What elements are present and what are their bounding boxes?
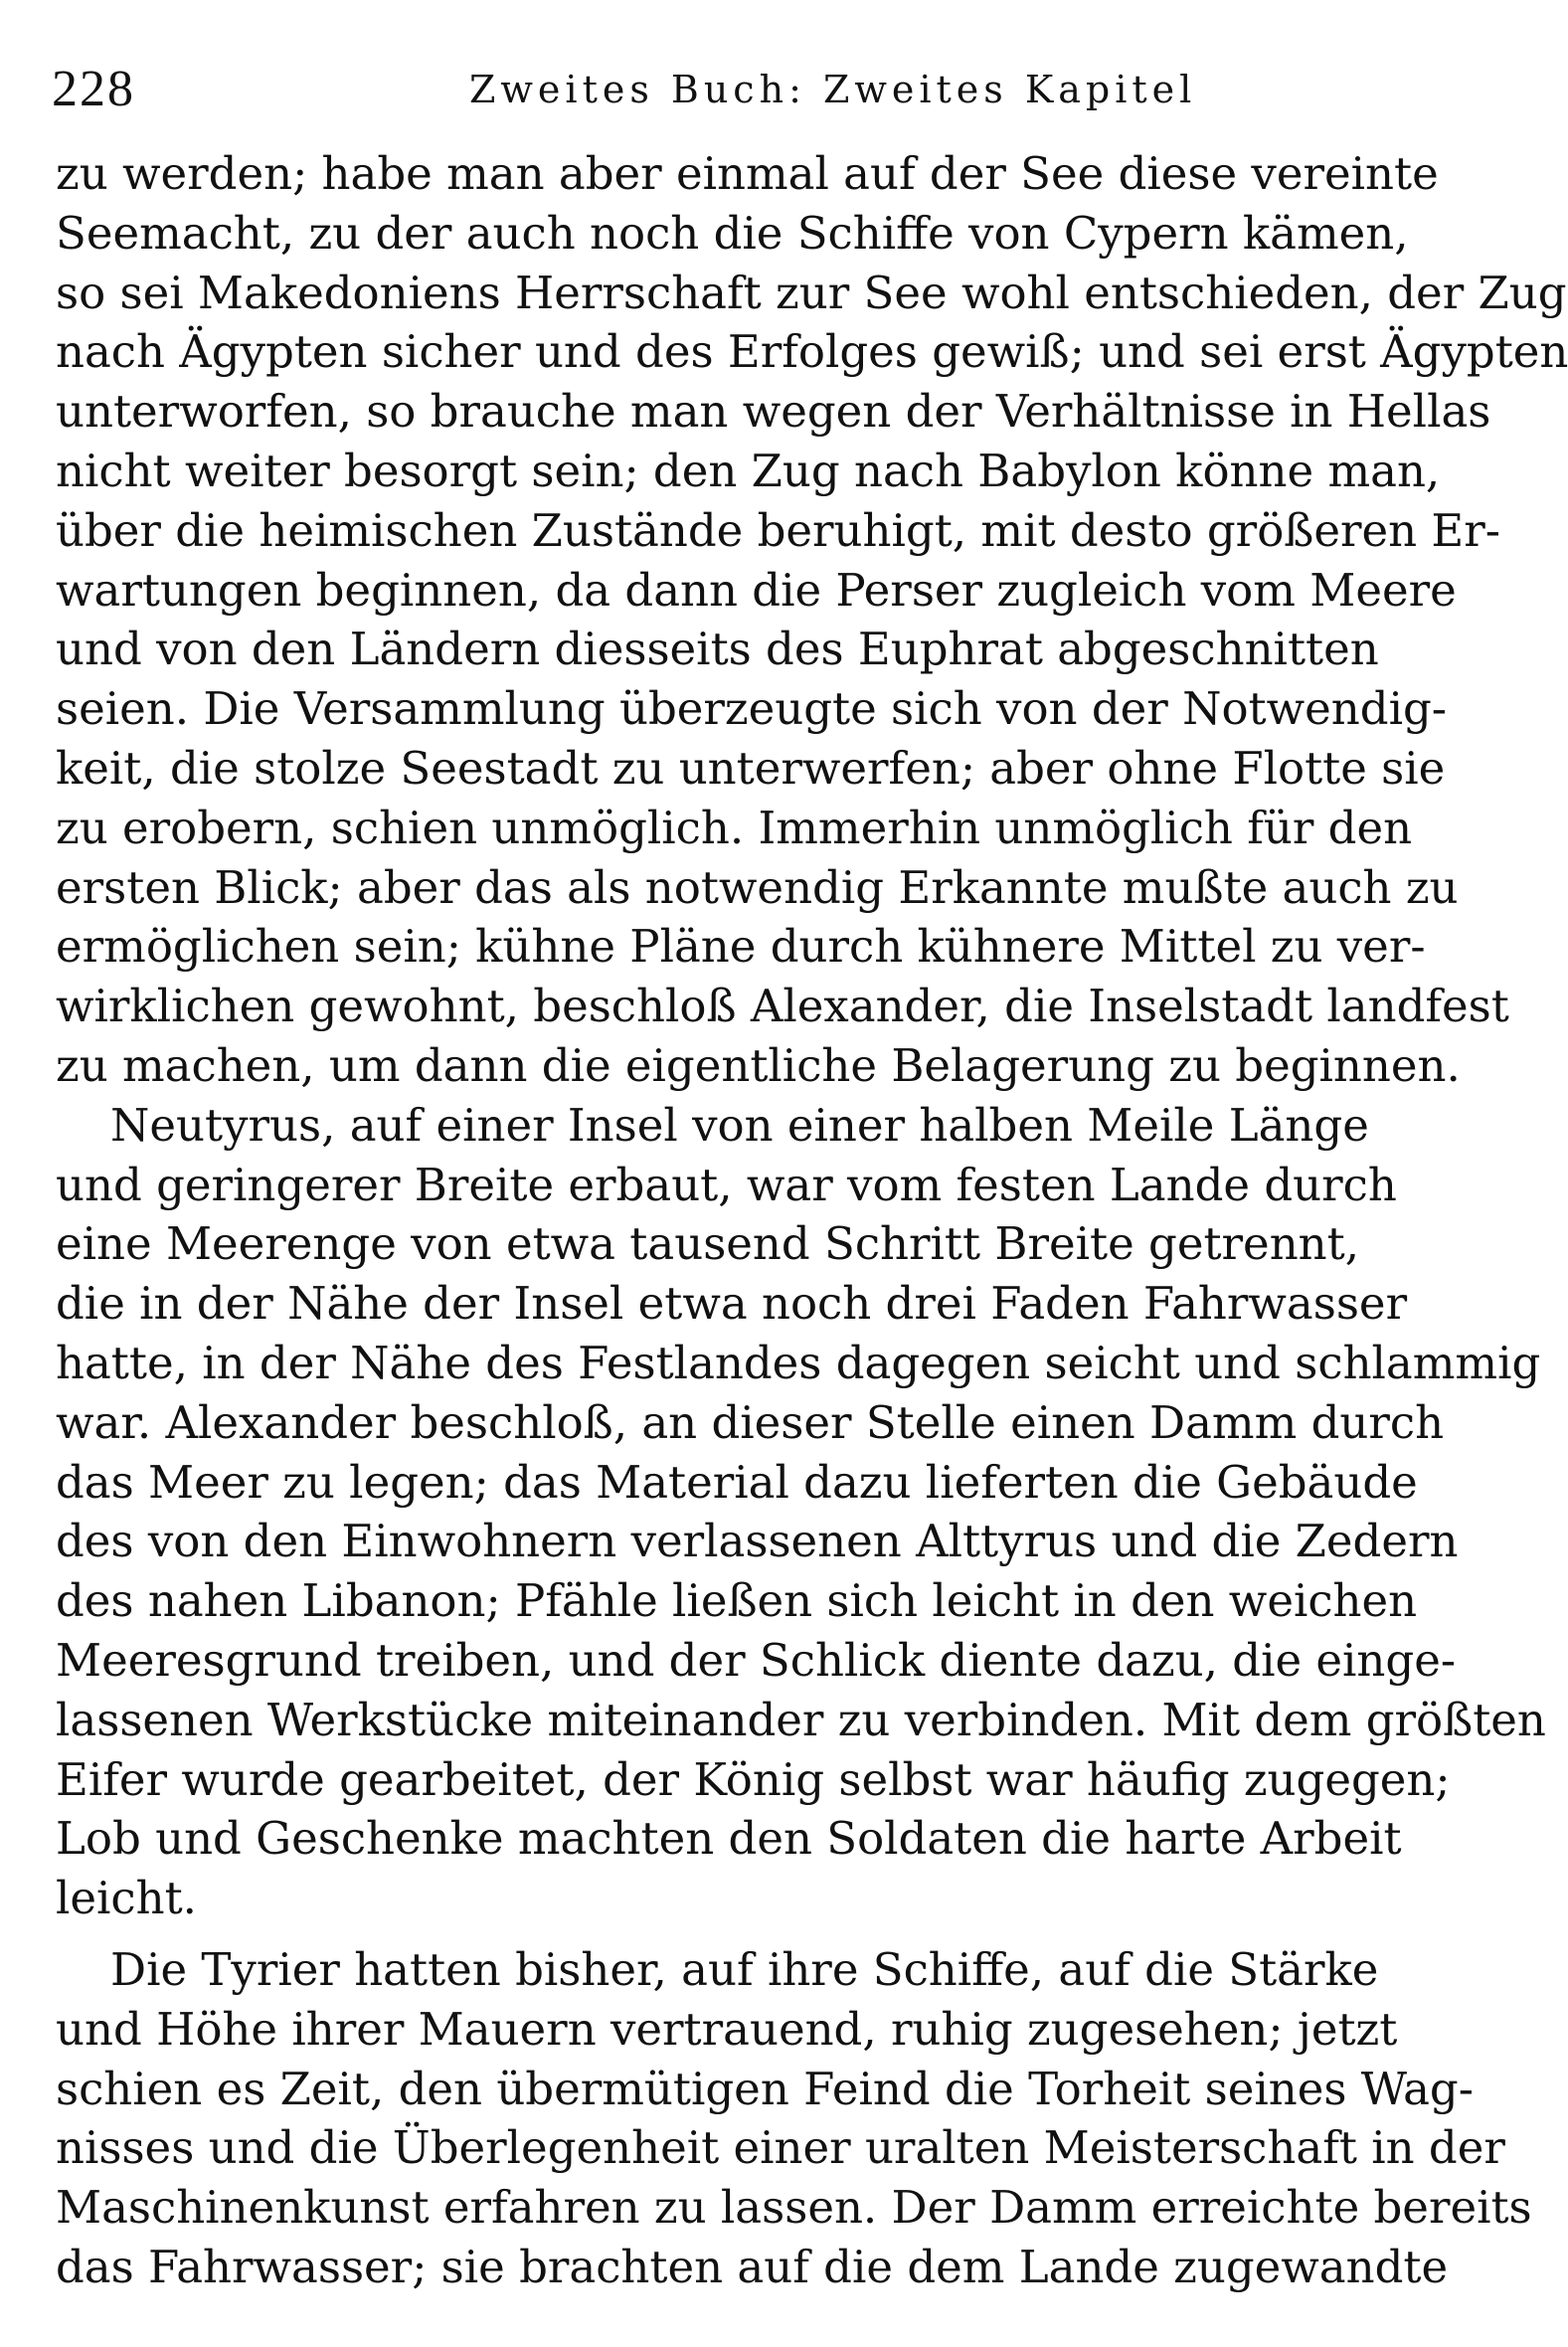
paragraph-3 (56, 1940, 1532, 2297)
text-line: so sei Makedoniens Herrschaft zur See wohl entschieden, der Zug (56, 266, 1567, 319)
body-text (56, 144, 1568, 2297)
paragraph-1 (56, 144, 1568, 1096)
text-line: wirklichen gewohnt, beschloß Alexander, die Inselstadt landfest (56, 980, 1509, 1033)
page-header (52, 52, 1334, 131)
text-line: hatte, in der Nähe des Festlandes dagegen seicht und schlammig (56, 1336, 1541, 1389)
text-line: schien es Zeit, den übermütigen Feind die Torheit seines Wag- (56, 2062, 1474, 2115)
text-line: nicht weiter besorgt sein; den Zug nach Babylon könne man, (56, 444, 1441, 497)
text-line: seien. Die Versammlung überzeugte sich von der Notwendig- (56, 682, 1447, 736)
text-line: und geringerer Breite erbaut, war vom festen Lande durch (56, 1158, 1397, 1211)
text-line: Neutyrus, auf einer Insel von einer halben Meile Länge (110, 1098, 1369, 1152)
text-line: Die Tyrier hatten bisher, auf ihre Schiffe, auf die Stärke (110, 1942, 1379, 1996)
text-line: zu werden; habe man aber einmal auf der See diese vereinte (56, 147, 1439, 200)
text-line: die in der Nähe der Insel etwa noch drei Faden Fahrwasser (56, 1277, 1408, 1331)
text-line: ersten Blick; aber das als notwendig Erkannte mußte auch zu (56, 860, 1459, 914)
text-line: zu machen, um dann die eigentliche Belagerung zu beginnen. (56, 1038, 1461, 1092)
text-line: war. Alexander beschloß, an dieser Stelle einen Damm durch (56, 1395, 1445, 1449)
paragraph-2 (56, 1096, 1546, 1928)
text-line: Meeresgrund treiben, und der Schlick diente dazu, die einge- (56, 1633, 1457, 1687)
text-line: und von den Ländern diesseits des Euphrat abgeschnitten (56, 623, 1379, 676)
text-line: leicht. (56, 1872, 197, 1925)
text-line: ermöglichen sein; kühne Pläne durch kühnere Mittel zu ver- (56, 920, 1426, 974)
text-line: eine Meerenge von etwa tausend Schritt Breite getrennt, (56, 1217, 1360, 1271)
text-line: wartungen beginnen, da dann die Perser zugleich vom Meere (56, 563, 1457, 617)
text-line: Maschinenkunst erfahren zu lassen. Der Damm erreichte bereits (56, 2181, 1532, 2235)
text-line: nach Ägypten sicher und des Erfolges gewiß; und sei erst Ägypten (56, 325, 1568, 379)
text-line: und Höhe ihrer Mauern vertrauend, ruhig zugesehen; jetzt (56, 2002, 1398, 2056)
page-number: 228 (52, 61, 135, 117)
paragraph-spacer (56, 1928, 1328, 1940)
text-line: nisses und die Überlegenheit einer uralten Meisterschaft in der (56, 2121, 1505, 2175)
text-line: des von den Einwohnern verlassenen Alttyrus und die Zedern (56, 1515, 1459, 1568)
text-line: zu erobern, schien unmöglich. Immerhin unmöglich für den (56, 801, 1413, 854)
text-line: Seemacht, zu der auch noch die Schiffe von Cypern kämen, (56, 206, 1409, 260)
running-head: Zweites Buch: Zweites Kapitel (469, 68, 1197, 111)
text-line: unterworfen, so brauche man wegen der Verhältnisse in Hellas (56, 385, 1491, 439)
text-line: Eifer wurde gearbeitet, der König selbst war häufig zugegen; (56, 1752, 1451, 1806)
text-line: das Meer zu legen; das Material dazu lieferten die Gebäude (56, 1455, 1418, 1509)
text-line: über die heimischen Zustände beruhigt, mit desto größeren Er- (56, 503, 1500, 557)
text-line: des nahen Libanon; Pfähle ließen sich leicht in den weichen (56, 1574, 1418, 1628)
text-line: Lob und Geschenke machten den Soldaten die harte Arbeit (56, 1812, 1402, 1866)
text-line: das Fahrwasser; sie brachten auf die dem Lande zugewandte (56, 2240, 1449, 2293)
text-line: keit, die stolze Seestadt zu unterwerfen; aber ohne Flotte sie (56, 741, 1446, 795)
text-line: lassenen Werkstücke miteinander zu verbinden. Mit dem größten (56, 1693, 1546, 1746)
